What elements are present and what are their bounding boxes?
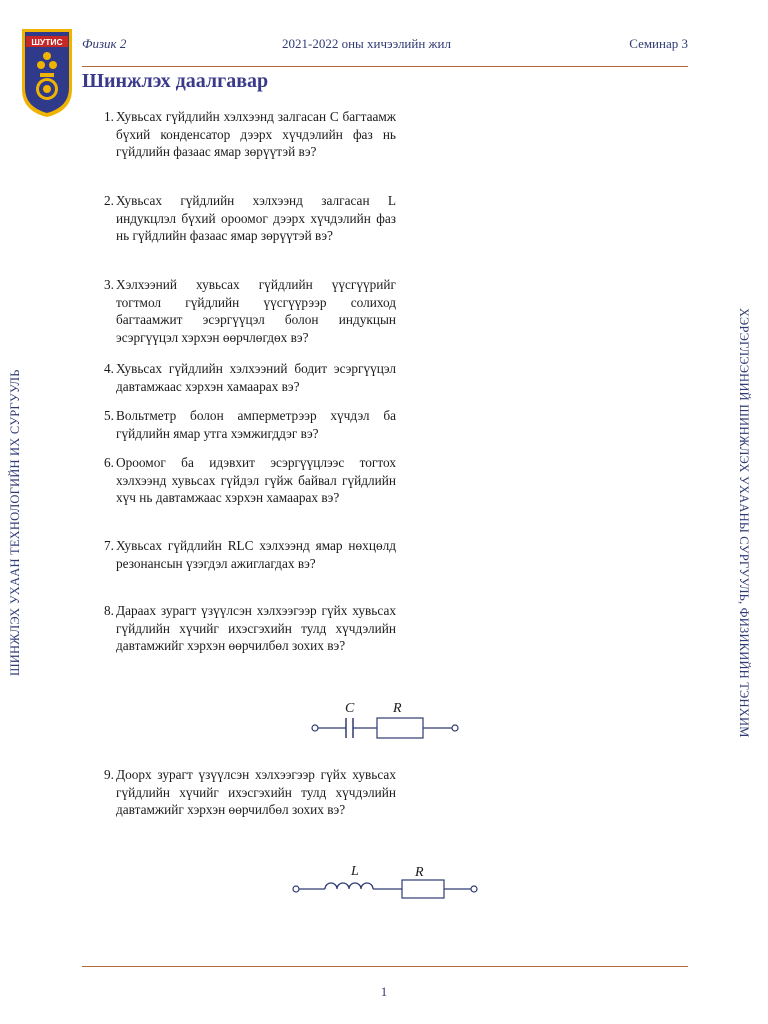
question-number: 1. [104,109,114,124]
question-number: 2. [104,193,114,208]
question-item [96,602,396,655]
footer-rule [82,966,688,967]
page-title: Шинжлэх даалгавар [82,70,269,92]
question-item [96,537,396,572]
question-number: 7. [104,538,114,553]
resistor-label: R [393,701,402,716]
resistor-label: R [415,865,424,880]
question-number: 4. [104,361,114,376]
question-text: Хувьсах гүйдлийн хэлхээний бодит эсэргүүцэл давтамжаас хэрхэн хамаарах вэ? [116,361,396,394]
question-text: Ороомог ба идэвхит эсэргүүцлээс тогтох хэлхээнд хувьсах гүйдэл гүйж байвал гүйдлийн хүч нь давтамжаас хэрхэн хамаарах вэ? [116,455,396,505]
page-number: 1 [380,984,388,999]
question-text: Хувьсах гүйдлийн хэлхээнд залгасан L индукцлэл бүхий ороомог дээрх хүчдэлийн фаз нь гүйдлийн фазаас ямар зөрүүтэй вэ? [116,193,396,243]
question-item [96,108,396,161]
course-name: Физик 2 [82,36,127,51]
question-item [96,454,396,507]
left-side-text: ШИНЖЛЭХ УХААН ТЕХНОЛОГИЙН ИХ СУРГУУЛЬ [8,369,22,676]
question-number: 6. [104,455,114,470]
rl-circuit-diagram [285,860,485,904]
academic-year: 2021-2022 оны хичээлийн жил [282,36,451,51]
header-rule [82,66,688,67]
seminar-label: Семинар 3 [629,36,688,51]
question-text: Доорх зурагт үзүүлсэн хэлхээгээр гүйх хувьсах гүйдлийн хүчийг ихэсгэхийн тулд хүчдэлийн давтамжийг хэрхэн өөрчилбөл зохих вэ? [116,767,396,817]
question-text: Вольтметр болон амперметрээр хүчдэл ба гүйдлийн ямар утга хэмжигддэг вэ? [116,408,396,441]
question-item [96,192,396,245]
question-text: Хэлхээний хувьсах гүйдлийн үүсгүүрийг тогтмол гүйдлийн үүсгүүрээр солиход багтаамжит эсэргүүцэл болон индукцын эсэргүүцэл хэрхэн өөрчлөгдөх вэ? [116,277,396,345]
question-text: Хувьсах гүйдлийн хэлхээнд залгасан C багтаамж бүхий конденсатор дээрх хүчдэлийн фаз нь гүйдлийн фазаас ямар зөрүүтэй вэ? [116,109,396,159]
question-number: 3. [104,277,114,292]
question-number: 5. [104,408,114,423]
question-text: Хувьсах гүйдлийн RLC хэлхээнд ямар нөхцөлд резонансын үзэгдэл ажиглагдах вэ? [116,538,396,571]
capacitor-label: C [345,701,355,716]
logo-text: ШУТИС [31,37,63,47]
question-number: 8. [104,603,114,618]
right-side-text: ХЭРЭГЛЭЭНИЙ ШИНЖЛЭХ УХААНЫ СУРГУУЛЬ, ФИЗИКИЙН ТЭНХИМ [737,308,751,738]
university-logo [20,27,74,119]
question-item [96,407,396,442]
question-number: 9. [104,767,114,782]
question-item [96,276,396,346]
rc-circuit-diagram [300,696,470,746]
inductor-label: L [351,864,359,879]
question-item [96,766,396,819]
question-item [96,360,396,395]
question-text: Дараах зурагт үзүүлсэн хэлхээгээр гүйх хувьсах гүйдлийн хүчийг ихэсгэхийн тулд хүчдэлийн давтамжийг хэрхэн өөрчилбөл зохих вэ? [116,603,396,653]
